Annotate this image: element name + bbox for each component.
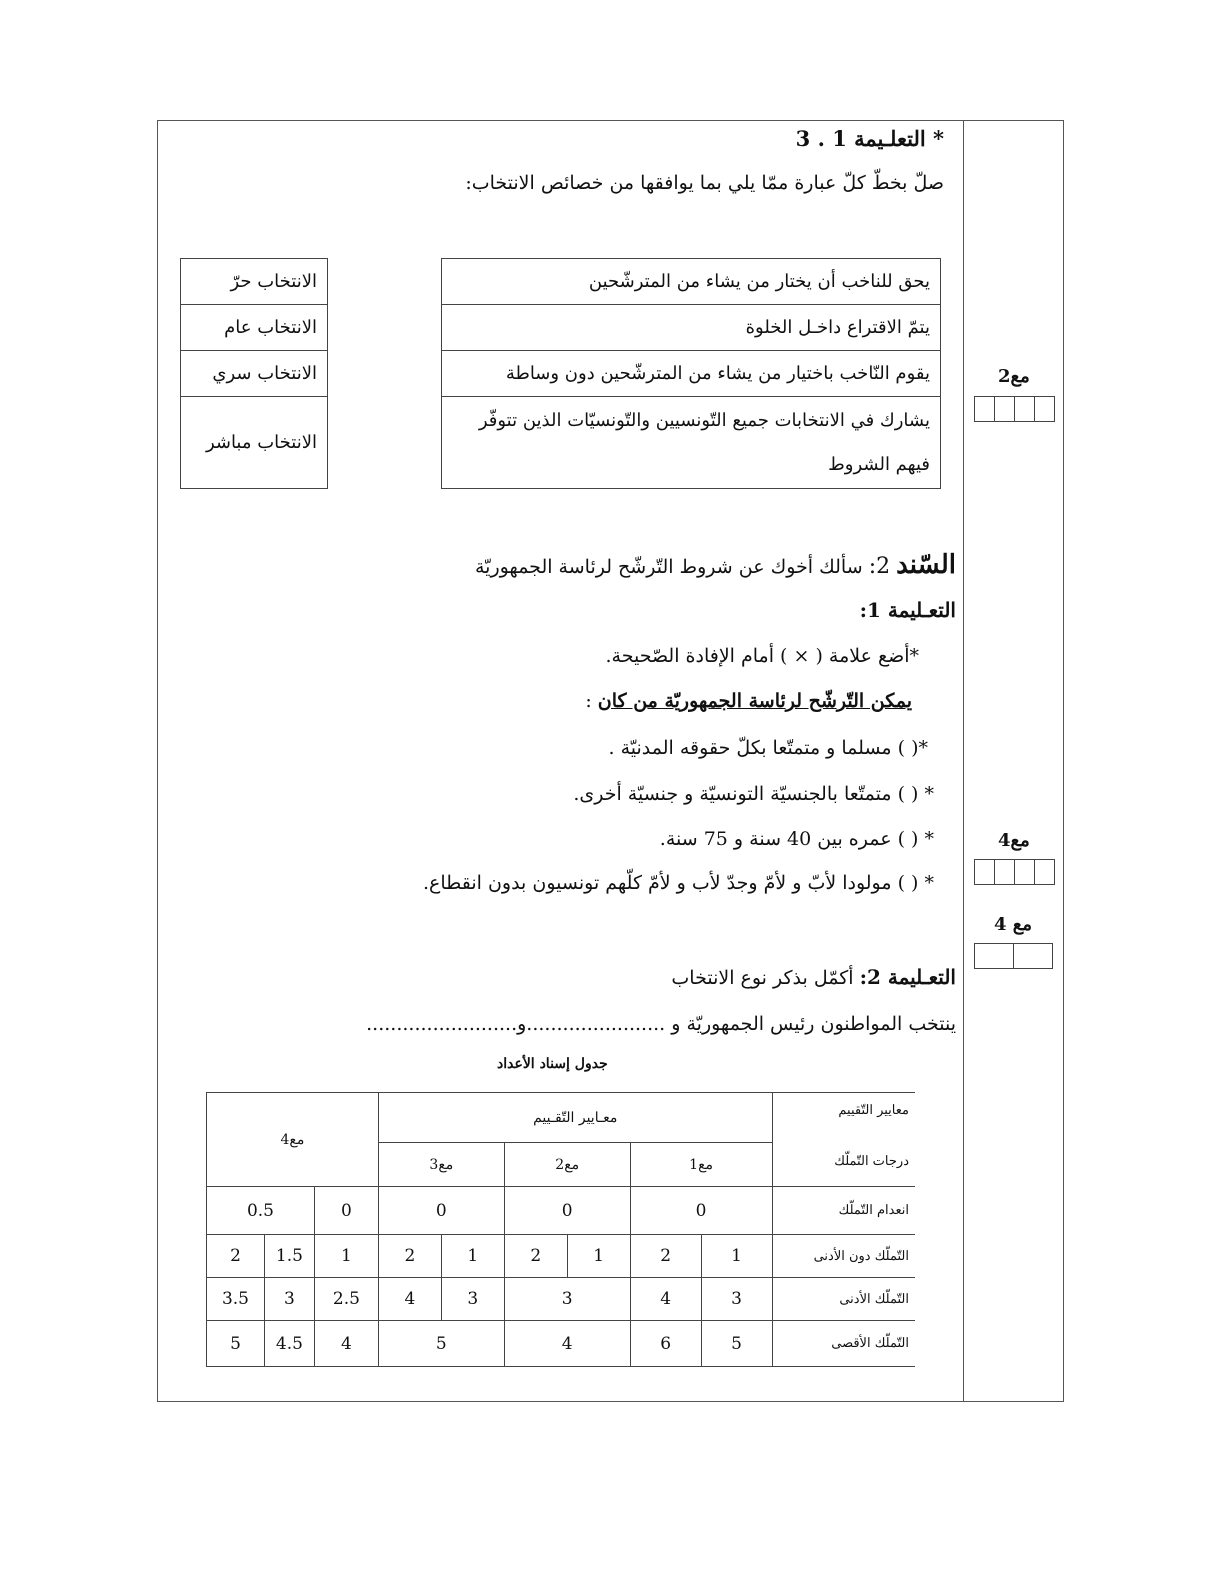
property-direct[interactable]: الانتخاب مباشر [181,397,328,489]
cell: 0 [630,1187,772,1235]
row-label-max: التّملّك الأقصى [772,1321,915,1367]
grading-header-m2: مع2 [504,1143,630,1187]
cell: 2 [207,1235,265,1278]
cell: 3 [441,1278,504,1321]
instruction-2-text: أكمّل بذكر نوع الانتخاب [671,967,854,989]
statement-2[interactable]: يتمّ الاقتراع داخـل الخلوة [442,305,941,351]
instruction-1-colon: : [585,690,592,712]
margin-divider [963,120,964,1402]
document-2-text: سألك أخوك عن شروط التّرشّح لرئاسة الجمهوريّة [474,556,863,578]
cell: 5 [701,1321,772,1367]
cell: 0 [378,1187,504,1235]
cell: 2 [630,1235,701,1278]
cell: 4 [630,1278,701,1321]
instruction-1-heading-line [585,690,912,712]
cell: 4 [378,1278,441,1321]
cell: 1 [701,1235,772,1278]
cell: 4 [504,1321,630,1367]
cell: 2.5 [314,1278,378,1321]
instruction-1-3-title: * التعلـيمة 1 . 3 [795,126,944,151]
cell: 3 [504,1278,630,1321]
row-label-below-min: التّملّك دون الأدنى [772,1235,915,1278]
grading-header-m1: مع1 [630,1143,772,1187]
grading-header-m3: مع3 [378,1143,504,1187]
score-label-3: مع 4 [994,914,1033,935]
statements-table [441,258,941,489]
statement-3[interactable]: يقوم النّاخب باختيار من يشاء من المترشّحين دون وساطة [442,351,941,397]
instruction-2-line [671,965,956,989]
option-1[interactable]: *( ) مسلما و متمتّعا بكلّ حقوقه المدنيّة . [608,737,928,759]
cell: 6 [630,1321,701,1367]
score-boxes-2[interactable] [975,859,1055,885]
option-3[interactable]: * ( ) عمره بين 40 سنة و 75 سنة. [659,828,934,850]
cell: 3 [701,1278,772,1321]
cell: 2 [504,1235,567,1278]
statement-4-line-2: فيهم الشروط [828,453,930,475]
score-boxes-3[interactable] [975,943,1053,969]
property-free[interactable]: الانتخاب حرّ [181,259,328,305]
statement-1[interactable]: يحق للناخب أن يختار من يشاء من المترشّحين [442,259,941,305]
cell: 4.5 [264,1321,314,1367]
document-2-number: 2: [868,554,891,579]
cell: 0.5 [207,1187,315,1235]
cell: 1.5 [264,1235,314,1278]
cell: 3 [264,1278,314,1321]
property-secret[interactable]: الانتخاب سري [181,351,328,397]
cell: 1 [441,1235,504,1278]
cell: 4 [314,1321,378,1367]
grading-header-levels: درجات التّملّك [834,1154,909,1169]
score-label-1: مع2 [998,366,1030,387]
option-4[interactable]: * ( ) مولودا لأبّ و لأمّ وجدّ لأب و لأمّ كلّهم تونسيون بدون انقطاع. [422,872,934,894]
cell: 1 [567,1235,630,1278]
statement-4-line-1: يشارك في الانتخابات جميع التّونسيين والتّونسيّات الذين تتوفّر [478,409,930,431]
grading-table [206,1092,915,1367]
cell: 1 [314,1235,378,1278]
score-label-2: مع4 [998,830,1030,851]
document-2-heading [475,550,956,580]
instruction-1-3-text: صلّ بخطّ كلّ عبارة ممّا يلي بما يوافقها من خصائص الانتخاب: [465,172,944,194]
instruction-2-title: التعـليمة 2: [859,965,956,989]
properties-table [180,258,328,489]
row-label-none: انعدام التّملّك [772,1187,915,1235]
option-2[interactable]: * ( ) متمتّعا بالجنسيّة التونسيّة و جنسيّة أخرى. [573,783,934,805]
score-boxes-1[interactable] [975,396,1055,422]
property-general[interactable]: الانتخاب عام [181,305,328,351]
instruction-1-heading: يمكن التّرشّح لرئاسة الجمهوريّة من كان [597,690,912,712]
grading-caption: جدول إسناد الأعداد [497,1056,608,1072]
cell: 5 [207,1321,265,1367]
document-2-title: السّند [896,550,956,580]
cell: 0 [504,1187,630,1235]
instruction-2-fill[interactable]: ينتخب المواطنون رئيس الجمهوريّة و .......................و......................... [366,1013,956,1035]
grading-header-m4: مع4 [207,1093,379,1187]
grading-header-corner [772,1093,915,1187]
cell: 3.5 [207,1278,265,1321]
grading-header-group: معـايير التّقـييم [378,1093,772,1143]
statement-4[interactable] [442,397,941,489]
instruction-1-directive: *أضع علامة ( × ) أمام الإفادة الصّحيحة. [605,645,919,667]
row-label-min: التّملّك الأدنى [772,1278,915,1321]
cell: 0 [314,1187,378,1235]
grading-header-criteria: معايير التّقييم [838,1103,909,1118]
instruction-1-title: التعـليمة 1: [859,598,956,622]
cell: 5 [378,1321,504,1367]
cell: 2 [378,1235,441,1278]
